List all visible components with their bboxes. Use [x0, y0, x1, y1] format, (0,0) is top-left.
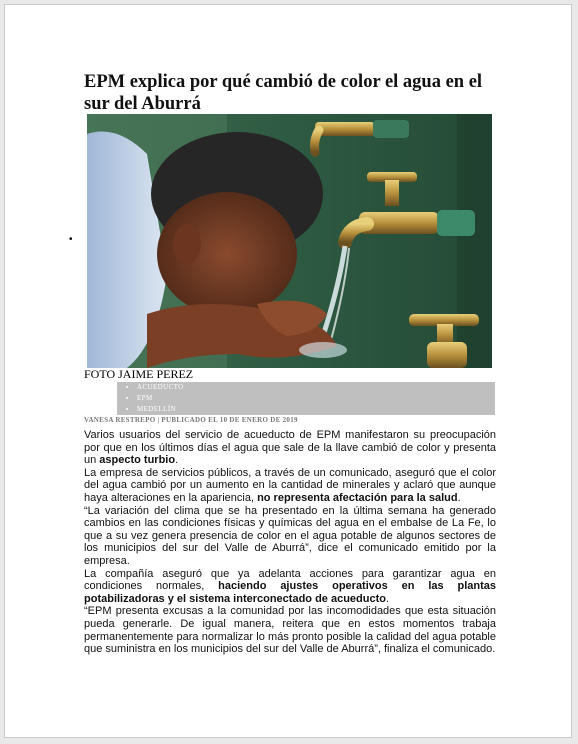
tags-box — [117, 382, 495, 415]
paragraph: “EPM presenta excusas a la comunidad por las incomodidades que esta situación pueda generarle. De igual manera, reitera que en estos momentos trabaja permanentemente para normalizar lo más pronto posible la calidad del agua potable que suministra en los municipios del sur del Valle de Aburrá”, finaliza el comunicado. — [84, 605, 496, 656]
paragraph-text: . — [175, 454, 179, 467]
paragraph-text: La empresa de servicios públicos, a través de un comunicado, aseguró que el color del agua cambió por un aumento en la cantidad de minerales y aclaró que aunque haya alteraciones en la apariencia, — [84, 466, 496, 504]
paragraph-text: Varios usuarios del servicio de acueducto de EPM manifestaron su preocupación por que en los últimos días el agua que sale de la llave cambió de color y presenta un — [84, 429, 496, 467]
paragraph-bold: aspecto turbio — [99, 454, 176, 467]
document-page — [4, 4, 572, 738]
tag-item[interactable]: • EPM — [137, 393, 495, 404]
tag-item[interactable]: • ACUEDUCTO — [137, 382, 495, 393]
paragraph-bold: no representa afectación para la salud — [257, 491, 458, 504]
tag-list — [117, 382, 495, 415]
paragraph — [84, 429, 496, 467]
paragraph — [84, 467, 496, 505]
article-photo — [87, 114, 492, 368]
article-title: EPM explica por qué cambió de color el agua en el sur del Aburrá — [84, 72, 483, 114]
paragraph — [84, 568, 496, 606]
paragraph-text: . — [385, 592, 390, 605]
stray-bullet: • — [69, 234, 73, 245]
tag-item[interactable]: • MEDELLÍN — [137, 404, 495, 415]
paragraph-text: . — [457, 491, 461, 504]
paragraph: “La variación del clima que se ha presentado en la última semana ha generado cambios en las condiciones físicas y químicas del agua en el embalse de La Fe, lo que a su vez genera presencia de color en el agua potable de algunos sectores de los municipios del sur del Valle de Aburrá”, dice el comunicado emitido por la empresa. — [84, 504, 496, 567]
paragraph-bold: haciendo ajustes operativos en las plantas potabilizadoras y el sistema interconectado de acueducto — [84, 580, 496, 605]
article-byline: VANESA RESTREPO | PUBLICADO EL 10 DE ENERO DE 2019 — [84, 416, 298, 424]
photo-caption: FOTO JAIME PEREZ — [84, 367, 194, 381]
photo-boy-drinking-from-faucet-icon — [87, 114, 492, 368]
article-body — [84, 429, 496, 656]
paragraph-text: La compañía aseguró que ya adelanta acciones para garantizar agua en condiciones normales, — [84, 567, 496, 593]
